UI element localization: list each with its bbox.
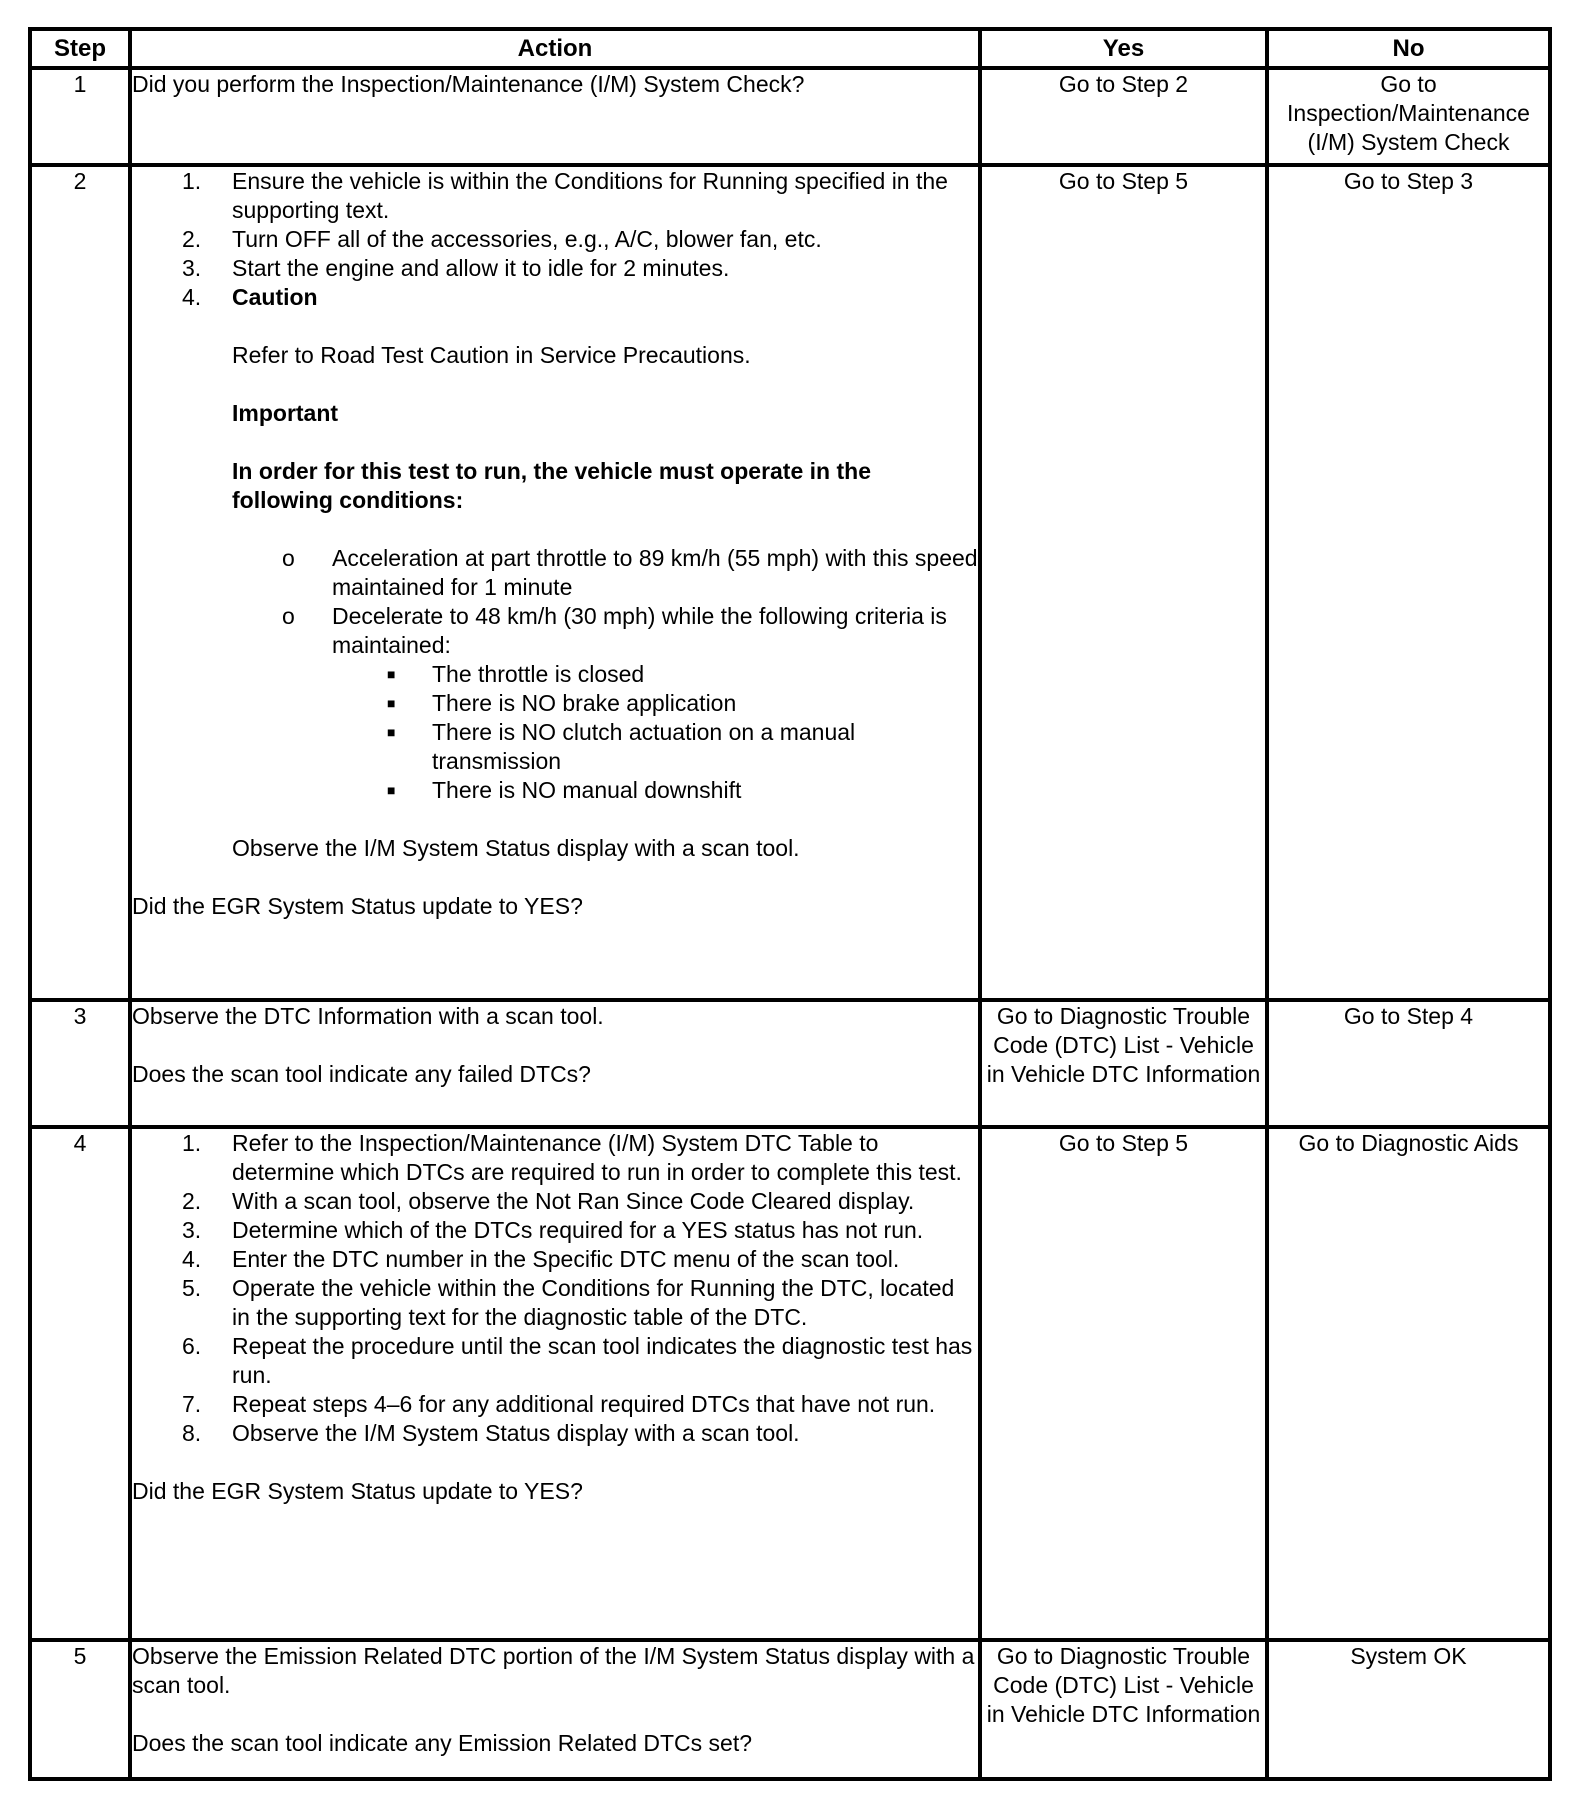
yes-cell: Go to Diagnostic Trouble Code (DTC) List - Vehicle in Vehicle DTC Information bbox=[980, 1640, 1267, 1779]
header-step: Step bbox=[30, 29, 130, 68]
list-item: 3. Start the engine and allow it to idle for 2 minutes. bbox=[182, 255, 730, 281]
list-item: o Decelerate to 48 km/h (30 mph) while the following criteria is maintained: ■ The throttle is closed ■ There is NO brake application ■ There is NO clutch actuation on a manual transmission ■ There is NO manual downshift bbox=[132, 602, 978, 805]
observe-text: Observe the I/M System Status display with a scan tool. bbox=[232, 835, 800, 861]
important-text: In order for this test to run, the vehicle must operate in the following conditions: bbox=[232, 458, 871, 513]
conditions-list bbox=[132, 544, 978, 805]
action-question: Does the scan tool indicate any Emission Related DTCs set? bbox=[132, 1730, 753, 1756]
header-row bbox=[30, 29, 1550, 68]
action-cell bbox=[130, 165, 980, 1000]
table-row-step-3 bbox=[30, 1000, 1550, 1127]
list-item: 8. Observe the I/M System Status display with a scan tool. bbox=[182, 1420, 800, 1446]
list-item: 2. With a scan tool, observe the Not Ran Since Code Cleared display. bbox=[182, 1188, 915, 1214]
important-label: Important bbox=[232, 400, 339, 426]
action-cell bbox=[130, 1000, 980, 1127]
yes-cell: Go to Diagnostic Trouble Code (DTC) List - Vehicle in Vehicle DTC Information bbox=[980, 1000, 1267, 1127]
header-yes: Yes bbox=[980, 29, 1267, 68]
yes-cell: Go to Step 2 bbox=[980, 68, 1267, 165]
no-cell: Go to Inspection/Maintenance (I/M) System Check bbox=[1267, 68, 1550, 165]
action-step-list bbox=[132, 167, 978, 312]
list-item: ■ The throttle is closed bbox=[387, 661, 645, 687]
step-number: 5 bbox=[30, 1640, 130, 1779]
step-number: 4 bbox=[30, 1127, 130, 1640]
criteria-list bbox=[132, 660, 978, 805]
yes-cell: Go to Step 5 bbox=[980, 1127, 1267, 1640]
no-cell: Go to Diagnostic Aids bbox=[1267, 1127, 1550, 1640]
action-question: Did the EGR System Status update to YES? bbox=[132, 1478, 583, 1504]
list-item: 6. Repeat the procedure until the scan tool indicates the diagnostic test has run. bbox=[182, 1333, 973, 1388]
diagnostic-table bbox=[28, 27, 1552, 1781]
action-question: Did the EGR System Status update to YES? bbox=[132, 893, 583, 919]
header-no: No bbox=[1267, 29, 1550, 68]
action-step-list bbox=[132, 1129, 978, 1448]
action-cell bbox=[130, 68, 980, 165]
list-item: ■ There is NO brake application bbox=[387, 690, 737, 716]
list-item: 5. Operate the vehicle within the Conditions for Running the DTC, located in the supporting text for the diagnostic table of the DTC. bbox=[182, 1275, 955, 1330]
action-text: Observe the DTC Information with a scan tool. bbox=[132, 1003, 604, 1029]
table-row-step-5 bbox=[30, 1640, 1550, 1779]
list-item: 4. Enter the DTC number in the Specific DTC menu of the scan tool. bbox=[182, 1246, 900, 1272]
caution-label: Caution bbox=[232, 284, 318, 310]
caution-text: Refer to Road Test Caution in Service Precautions. bbox=[232, 342, 751, 368]
no-cell: System OK bbox=[1267, 1640, 1550, 1779]
list-item: 4. Caution bbox=[182, 284, 318, 310]
action-question: Did you perform the Inspection/Maintenance (I/M) System Check? bbox=[132, 71, 805, 97]
list-item: ■ There is NO clutch actuation on a manual transmission bbox=[387, 719, 856, 774]
table-row-step-4 bbox=[30, 1127, 1550, 1640]
list-item: 3. Determine which of the DTCs required for a YES status has not run. bbox=[182, 1217, 924, 1243]
action-question: Does the scan tool indicate any failed DTCs? bbox=[132, 1061, 591, 1087]
list-item: 7. Repeat steps 4–6 for any additional required DTCs that have not run. bbox=[182, 1391, 936, 1417]
step-number: 1 bbox=[30, 68, 130, 165]
action-cell bbox=[130, 1640, 980, 1779]
table-row-step-2 bbox=[30, 165, 1550, 1000]
step-number: 2 bbox=[30, 165, 130, 1000]
table-row-step-1 bbox=[30, 68, 1550, 165]
step-number: 3 bbox=[30, 1000, 130, 1127]
action-cell bbox=[130, 1127, 980, 1640]
no-cell: Go to Step 3 bbox=[1267, 165, 1550, 1000]
list-item: 2. Turn OFF all of the accessories, e.g., A/C, blower fan, etc. bbox=[182, 226, 822, 252]
list-item: 1. Ensure the vehicle is within the Conditions for Running specified in the supporting text. bbox=[182, 168, 948, 223]
action-text: Observe the Emission Related DTC portion of the I/M System Status display with a scan tool. bbox=[132, 1643, 975, 1698]
no-cell: Go to Step 4 bbox=[1267, 1000, 1550, 1127]
list-item: ■ There is NO manual downshift bbox=[387, 777, 742, 803]
list-item: o Acceleration at part throttle to 89 km/h (55 mph) with this speed maintained for 1 minute bbox=[282, 545, 978, 600]
list-item: 1. Refer to the Inspection/Maintenance (I/M) System DTC Table to determine which DTCs are required to run in order to complete this test. bbox=[182, 1130, 962, 1185]
yes-cell: Go to Step 5 bbox=[980, 165, 1267, 1000]
header-action: Action bbox=[130, 29, 980, 68]
